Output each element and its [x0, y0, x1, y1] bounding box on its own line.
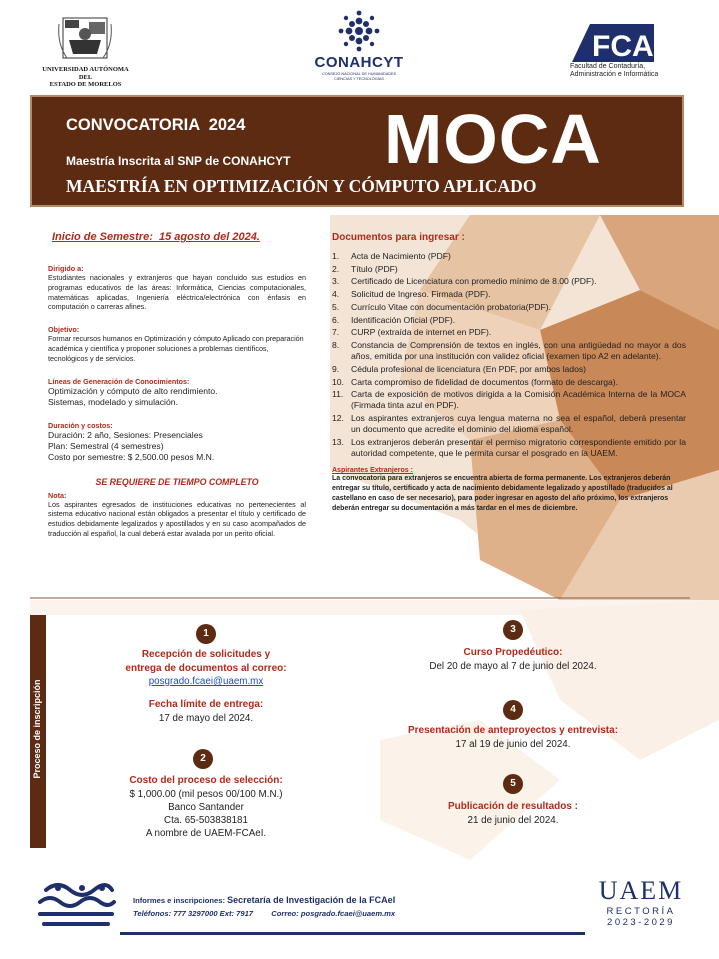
fcaei-logo: [570, 18, 690, 88]
step-4-text: 17 al 19 de junio del 2024.: [455, 738, 571, 750]
doc-item: 2. Título (PDF): [332, 263, 398, 274]
conahcyt-dots-icon: [338, 10, 380, 52]
doc-item: 3. Certificado de Licenciatura con promedio mínimo de 8.00 (PDF).: [332, 276, 597, 287]
informes-label: Informes e inscripciones:: [133, 896, 225, 905]
doc-item: 5. Currículo Vitae con documentación probatoria(PDF).: [332, 301, 551, 312]
step-5-title: Publicación de resultados :: [447, 801, 579, 812]
doc-item: 1. Acta de Nacimiento (PDF): [332, 251, 451, 261]
step-2-badge: 2: [193, 749, 213, 769]
doc-item: 12. Los aspirantes extranjeros cuya lengua materna no sea el español, deberá presentar un documento que acredite el dominio del idioma español.: [332, 413, 686, 435]
nota-label: Nota:: [48, 490, 67, 500]
footer-line: [120, 932, 585, 935]
dirigido-text: Estudiantes nacionales y extranjeros que hayan concluido sus estudios en programas educativos de las áreas: Informática, Ciencias computacionales, matemáticas aplicadas, Ingeniería eléctrica/electrónica con énfasis en computación o carreras afines.: [48, 273, 306, 312]
maestria-title: MAESTRÍA EN OPTIMIZACIÓN Y CÓMPUTO APLICADO: [66, 176, 537, 196]
uaem-name-line2: ESTADO DE MORELOS: [49, 81, 122, 88]
step-1-limite-text: 17 de mayo del 2024.: [158, 712, 254, 724]
step-1-badge: 1: [196, 624, 216, 644]
duracion-item-3: Costo por semestre: $ 2,500.00 pesos M.N.: [48, 452, 215, 463]
step-3-badge: 3: [503, 620, 523, 640]
correo: Correo: posgrado.fcaei@uaem.mx: [271, 909, 396, 918]
doc-item: 10. Carta compromiso de fidelidad de documentos (formato de descarga).: [332, 376, 619, 387]
rectoria-label: RECTORÍA: [606, 906, 676, 917]
informes: [133, 895, 395, 905]
fret-pattern-icon: [36, 876, 116, 932]
uaem-rectoria-logo: [598, 876, 684, 928]
duracion-item-2: Plan: Semestral (4 semestres): [48, 441, 164, 452]
nota-text: Los aspirantes egresados de instituciones educativas no pertenecientes al sistema educativo nacional están obligados a presentar el título y certificado de estudios debidamente legalizados y apostillados y en su caso acompañados de traducción al español, la cual deberá estar avalada por un perito oficial.: [48, 499, 306, 538]
step-2-title: Costo del proceso de selección:: [129, 775, 283, 786]
proceso-label: Proceso de inscripción: [32, 679, 42, 779]
fcaei-name-line1: Facultad de Contaduría,: [570, 63, 646, 70]
documentos-section: [332, 232, 686, 514]
fcaei-name-line2: Administración e Informática: [570, 71, 659, 78]
extranjeros-text: La convocatoria para extranjeros se encuentra abierta de forma permanente. Los extranjeros deberán entregar su título, certificado y acta de nacimiento debidamente legalizado y apostillado (traducidos al castellano en caso de ser necesario), para poder ingresar en agosto del año próximo, los extranjeros deberán entregar su documentación a más tardar en el mes de diciembre.: [332, 475, 673, 512]
left-column: [48, 264, 306, 539]
step-1: [90, 648, 322, 725]
fcaei-logo-letters: FCAe: [592, 30, 671, 63]
step-2: [90, 774, 322, 840]
conahcyt-name: CONAHCYT: [314, 54, 404, 71]
uaem-logo: [38, 14, 133, 88]
step-1-limite-title: Fecha límite de entrega:: [148, 699, 264, 710]
step-2-line: A nombre de UAEM-FCAeI.: [145, 827, 267, 839]
email-link[interactable]: posgrado.fcaei@uaem.mx: [148, 676, 264, 687]
step-3: [378, 646, 648, 673]
conahcyt-logo: [300, 10, 418, 85]
doc-item: 9. Cédula profesional de licenciatura (En PDF, por ambos lados): [332, 363, 587, 374]
uaem-wordmark: UAEM: [598, 876, 684, 905]
duracion-item-1: Duración: 2 año, Sesiones: Presenciales: [48, 429, 203, 440]
step-2-line: Cta. 65-503838181: [164, 814, 248, 826]
documentos-title: Documentos para ingresar :: [332, 232, 465, 243]
objetivo-label: Objetivo:: [48, 325, 80, 335]
step-5-badge: 5: [503, 774, 523, 794]
step-2-line: $ 1,000.00 (mil pesos 00/100 M.N.): [129, 788, 283, 800]
step-5: [378, 800, 648, 827]
doc-item: 11. Carta de exposición de motivos dirigida a la Comisión Académica Interna de la MOCA (Firmada tinta azul en PDF).: [332, 389, 686, 411]
lineas-item-1: Optimización y cómputo de alto rendimiento.: [48, 385, 218, 396]
objetivo-text: Formar recursos humanos en Optimización y cómputo Aplicado con preparación académica y científica y proponer soluciones a problemas científicos, tecnológicos y de servicios.: [48, 334, 304, 363]
rectoria-years: 2023-2029: [607, 917, 675, 928]
conahcyt-sub-line1: CONSEJO NACIONAL DE HUMANIDADES: [321, 72, 397, 76]
dirigido-label: Dirigido a:: [48, 264, 84, 273]
doc-item: 13. Los extranjeros deberán presentar el permiso migratorio correspondiente emitido por la autoridad competente, que le permita cursar el posgrado en la UAEM.: [332, 437, 686, 459]
snp-subtitle: Maestría Inscrita al SNP de CONAHCYT: [66, 154, 291, 168]
step-3-text: Del 20 de mayo al 7 de junio del 2024.: [429, 660, 597, 672]
extranjeros-label: Aspirantes Extranjeros :: [332, 467, 413, 475]
lineas-item-2: Sistemas, modelado y simulación.: [48, 396, 178, 407]
doc-item: 4. Solicitud de Ingreso. Firmada (PDF).: [332, 289, 491, 300]
step-3-title: Curso Propedéutico:: [463, 647, 563, 658]
step-5-text: 21 de junio del 2024.: [467, 814, 559, 826]
uaem-shield-icon: [59, 14, 111, 62]
inicio-semestre: Inicio de Semestre: 15 agosto del 2024.: [52, 231, 260, 243]
conahcyt-sub-line2: CIENCIAS Y TECNOLOGÍAS: [334, 76, 384, 81]
step-4-title: Presentación de anteproyectos y entrevista:: [407, 725, 619, 736]
step-4: [368, 724, 658, 751]
step-2-line: Banco Santander: [168, 801, 244, 813]
tiempo-completo: SE REQUIERE DE TIEMPO COMPLETO: [95, 476, 259, 487]
step-4-badge: 4: [503, 700, 523, 720]
duracion-label: Duración y costos:: [48, 420, 113, 430]
doc-item: 7. CURP (extraída de internet en PDF).: [332, 327, 492, 338]
step-1-title-line1: Recepción de solicitudes y: [141, 649, 271, 660]
telefonos: Teléfonos: 777 3297000 Ext: 7917: [133, 909, 254, 918]
fcaei-mark-icon: [572, 18, 671, 63]
contacto: [133, 909, 395, 918]
lineas-label: Líneas de Generación de Conocimientos:: [48, 376, 190, 386]
documentos-list: [332, 251, 686, 459]
doc-item: 6. Identificación Oficial (PDF).: [332, 314, 456, 325]
doc-item: 8. Constancia de Comprensión de textos en inglés, con una antigüedad no mayor a dos años, emitida por una institución con validez oficial (examen tipo A2 en adelante).: [332, 339, 686, 362]
uaem-name-line1: UNIVERSIDAD AUTÓNOMA DEL: [42, 66, 129, 81]
informes-value: Secretaría de Investigación de la FCAeI: [227, 895, 396, 905]
moca-title: MOCA: [384, 100, 602, 178]
step-1-title-line2: entrega de documentos al correo:: [125, 662, 287, 674]
convocatoria-title: CONVOCATORIA 2024: [66, 116, 246, 134]
